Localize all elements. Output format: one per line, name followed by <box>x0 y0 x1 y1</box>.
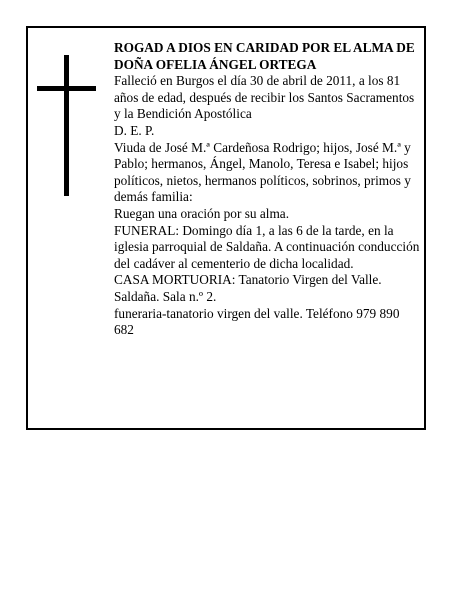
funeral-home-contact: funeraria-tanatorio virgen del valle. Teléfono 979 890 682 <box>114 305 400 338</box>
obituary-text <box>114 40 420 339</box>
casa-mortuoria-info: CASA MORTUORIA: Tanatorio Virgen del Valle. Saldaña. Sala n.º 2. <box>114 272 382 304</box>
heading-deceased-name: DOÑA OFELIA ÁNGEL ORTEGA <box>114 56 317 72</box>
funeral-info: FUNERAL: Domingo día 1, a las 6 de la tarde, en la iglesia parroquial de Saldaña. A continuación conducción del cadáver al cementerio de dicha localidad. <box>114 222 420 271</box>
heading-prayer: ROGAD A DIOS EN CARIDAD POR EL ALMA DE <box>114 40 415 55</box>
family-list: Viuda de José M.ª Cardeñosa Rodrigo; hijos, José M.ª y Pablo; hermanos, Ángel, Manolo, Teresa e Isabel; hijos políticos, nietos, hermanos políticos, sobrinos, primos y demás familia: <box>114 139 411 205</box>
prayer-request: Ruegan una oración por su alma. <box>114 205 290 221</box>
dep-line: D. E. P. <box>114 122 155 138</box>
cross-vertical-bar <box>64 55 69 196</box>
death-notice: Falleció en Burgos el día 30 de abril de 2011, a los 81 años de edad, después de recibir los Santos Sacramentos y la Bendición Apostólica <box>114 73 415 122</box>
cross-horizontal-bar <box>37 86 96 91</box>
